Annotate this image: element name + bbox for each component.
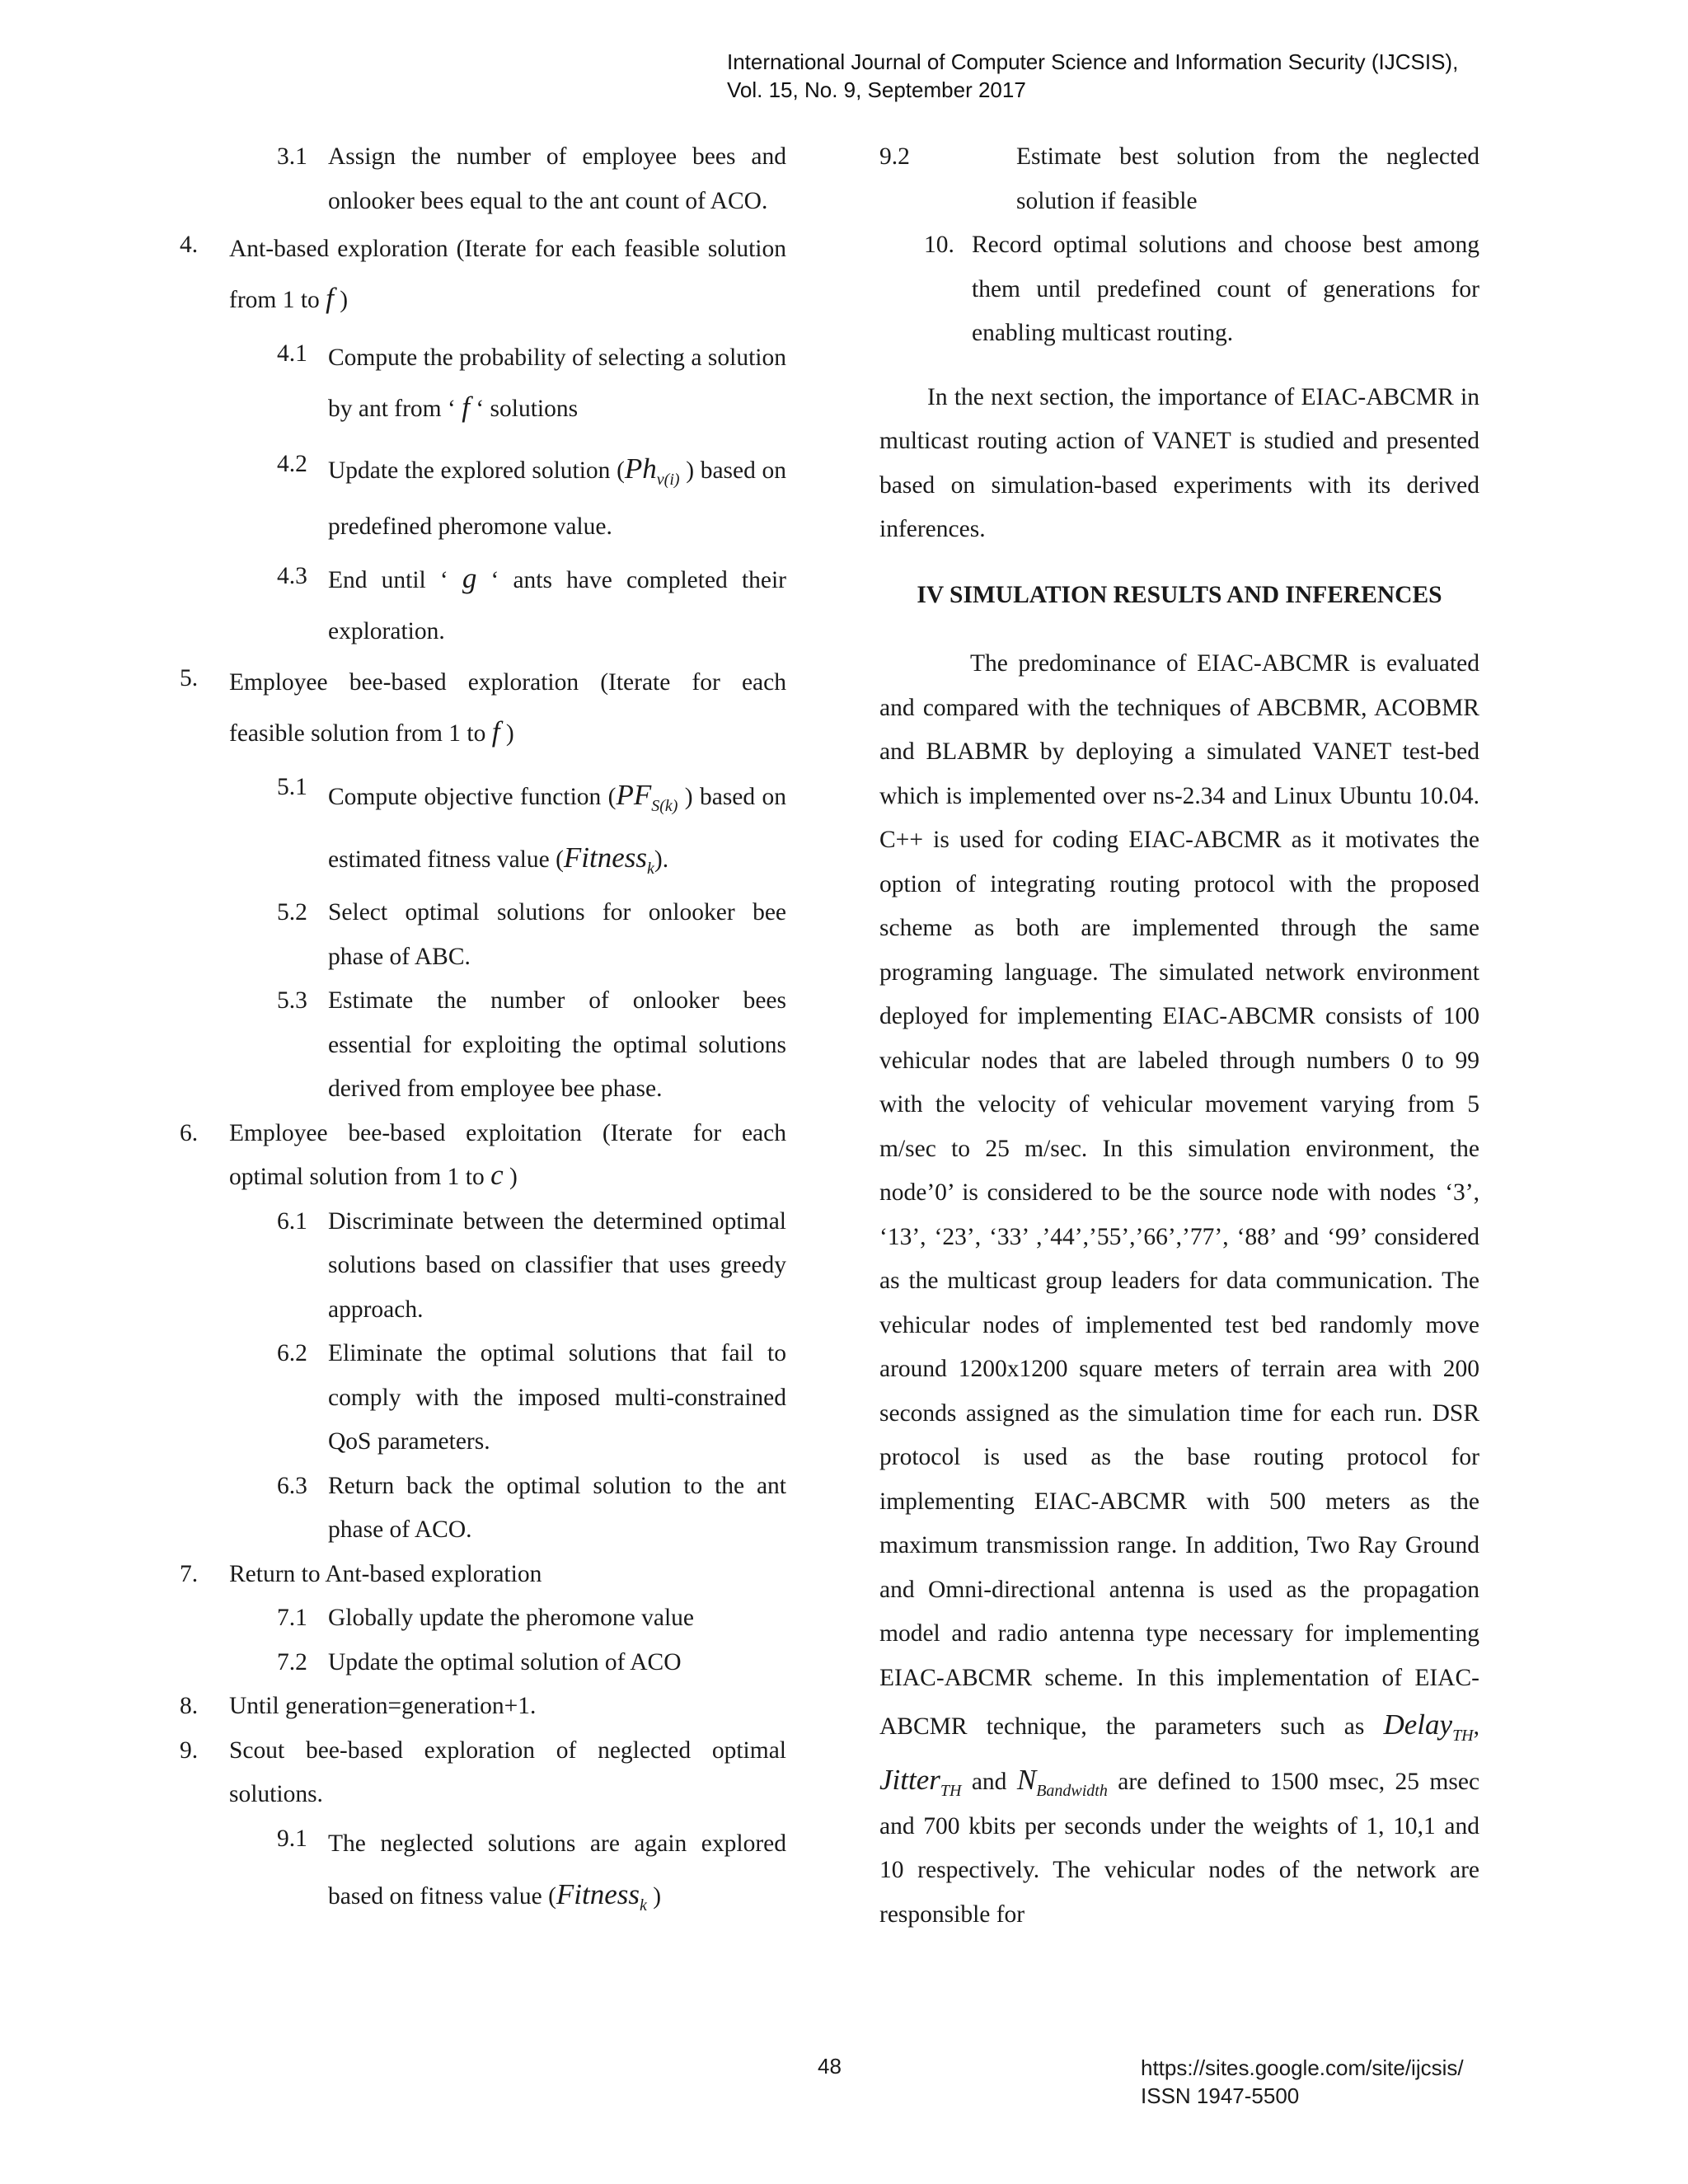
step-7 (180, 1553, 786, 1597)
journal-volume: Vol. 15, No. 9, September 2017 (727, 77, 1026, 102)
step-9-1 (229, 1817, 786, 1923)
step-number: 7. (180, 1560, 199, 1587)
step-5 (180, 657, 786, 759)
step-5-2 (229, 891, 786, 979)
step-number: 10. (924, 232, 954, 258)
step-text: Eliminate the optimal solutions that fail to comply with the imposed multi-constrained QoS parameters. (328, 1340, 786, 1455)
page-number: 48 (818, 2054, 842, 2079)
paragraph-intro: In the next section, the importance of EIAC-ABCMR in multicast routing action of VANET is studied and presented based on simulation-based experiments with its derived inferences. (879, 383, 1479, 542)
step-number: 5. (180, 665, 199, 691)
step-number: 6.2 (277, 1340, 307, 1366)
math-variable: f (462, 391, 470, 423)
step-text: Update the explored solution ($Ph_{v(i)}$ ) based on predefined pheromone value. (328, 452, 786, 540)
step-9 (180, 1729, 786, 1817)
step-text: Ant-based exploration (Iterate for each feasible solution from 1 to f ) (229, 236, 786, 314)
step-6-1 (229, 1200, 786, 1333)
step-number: 7.1 (277, 1605, 307, 1631)
math-symbol: Fitness$_k$ (563, 841, 654, 878)
step-text: Estimate best solution from the neglected solution if feasible (1016, 143, 1479, 214)
step-6 (180, 1112, 786, 1200)
step-text: Employee bee-based exploitation (Iterate for each optimal solution from 1 to c ) (229, 1119, 786, 1191)
math-variable: c (490, 1159, 504, 1191)
step-text: Assign the number of employee bees and onlooker bees equal to the ant count of ACO. (328, 143, 786, 214)
step-number: 9.2 (879, 143, 910, 170)
step-number: 8. (180, 1693, 199, 1719)
step-text: End until ‘ g ‘ ants have completed their exploration. (328, 562, 787, 644)
step-number: 9. (180, 1736, 199, 1764)
step-text: Employee bee-based exploration (Iterate for each feasible solution from 1 to f ) (229, 669, 786, 748)
step-10 (879, 223, 1479, 356)
math-variable: f (491, 715, 500, 748)
step-number: 9.1 (277, 1825, 307, 1852)
math-symbol: Jitter$_{TH}$ (879, 1764, 962, 1800)
step-text: Record optimal solutions and choose best among them until predefined count of generations for enabling multicast routing. (972, 232, 1479, 346)
step-6-3 (229, 1465, 786, 1553)
step-text: Scout bee-based exploration of neglected optimal solutions. (229, 1736, 786, 1807)
step-number: 6.1 (277, 1207, 307, 1235)
step-number: 5.1 (277, 774, 307, 800)
step-4-2 (229, 443, 786, 555)
math-symbol: $Ph_{v(i)}$ (624, 452, 680, 489)
journal-title: International Journal of Computer Science and Information Security (IJCSIS), (727, 49, 1459, 74)
step-number: 4.3 (277, 563, 307, 589)
math-symbol: $PF_{S(k)}$ (616, 779, 678, 815)
math-symbol: Delay$_{TH}$ (1383, 1708, 1474, 1745)
step-number: 5.3 (277, 987, 307, 1014)
step-5-1 (229, 766, 786, 891)
step-number: 7.2 (277, 1648, 307, 1675)
step-text: Return to Ant-based exploration (229, 1560, 542, 1587)
step-text: Select optimal solutions for onlooker bee phase of ABC. (328, 899, 786, 970)
step-number: 3.1 (277, 143, 307, 170)
step-4 (180, 223, 786, 326)
step-text: Estimate the number of onlooker bees essential for exploiting the optimal solutions derived from employee bee phase. (328, 987, 786, 1102)
step-5-3 (229, 979, 786, 1112)
journal-header (727, 48, 1551, 104)
paragraph-simulation: The predominance of EIAC-ABCMR is evaluated and compared with the techniques of ABCBMR, ACOBMR and BLABMR by deploying a simulated VANET test-bed which is implemented over ns-2.34 and Linux Ubuntu 10.04. C++ is used for coding EIAC-ABCMR as it motivates the option of integrating routing protocol with the proposed scheme as both are implemented through the same programing language. The simulated network environment deployed for implementing EIAC-ABCMR consists of 100 vehicular nodes that are labeled through numbers 0 to 99 with the velocity of vehicular movement varying from 5 m/sec to 25 m/sec. In this simulation environment, the node’0’ is considered to be the source node with nodes ‘3’, ‘13’, ‘23’, ‘33’ ,’44’,’55’,’66’,’77’, ‘88’ and ‘99’ considered as the multicast group leaders for data communication. The vehicular nodes of implemented test bed randomly move around 1200x1200 square meters of terrain area with 200 seconds assigned as the simulation time for each run. DSR protocol is used as the base routing protocol for implementing EIAC-ABCMR with 500 meters as the maximum transmission range. In addition, Two Ray Ground and Omni-directional antenna is used as the propagation model and radio antenna type necessary for implementing EIAC-ABCMR scheme. In this implementation of EIAC-ABCMR technique, the parameters such as Delay$_{TH}$, Jitter$_{TH}$ and $N_{Bandwidth}$ are defined to 1500 msec, 25 msec and 700 kbits per seconds under the weights of 1, 10,1 and 10 respectively. The vehicular nodes of the network are responsible for (879, 650, 1480, 1928)
math-variable: f (326, 282, 334, 314)
step-9-2 (879, 135, 1479, 223)
math-symbol: Fitness$_k$ (556, 1877, 647, 1915)
step-6-2 (229, 1332, 786, 1465)
math-symbol: $N_{Bandwidth}$ (1016, 1764, 1108, 1800)
journal-url[interactable]: https://sites.google.com/site/ijcsis/ (1141, 2055, 1464, 2080)
right-column (879, 135, 1479, 1937)
footer-info (1141, 2054, 1464, 2110)
step-text: Until generation=generation+1. (229, 1693, 537, 1719)
step-3-1 (229, 135, 786, 223)
step-number: 6. (180, 1119, 199, 1146)
step-text: Return back the optimal solution to the ant phase of ACO. (328, 1472, 786, 1543)
step-7-1 (229, 1596, 786, 1641)
step-number: 4.2 (277, 451, 307, 477)
step-number: 4.1 (277, 340, 307, 367)
step-7-2 (229, 1641, 786, 1685)
step-text: Globally update the pheromone value (328, 1605, 694, 1631)
step-4-1 (229, 332, 786, 434)
issn: ISSN 1947-5500 (1141, 2083, 1300, 2108)
step-text: Compute the probability of selecting a solution by ant from ‘ f ‘ solutions (328, 344, 786, 423)
step-text: Discriminate between the determined optimal solutions based on classifier that uses greedy approach. (328, 1207, 786, 1323)
step-text: Update the optimal solution of ACO (328, 1648, 682, 1675)
math-variable: g (462, 562, 477, 594)
step-number: 6.3 (277, 1472, 307, 1499)
step-number: 5.2 (277, 899, 307, 926)
section-heading: IV SIMULATION RESULTS AND INFERENCES (917, 581, 1442, 608)
step-4-3 (229, 555, 786, 657)
step-text: The neglected solutions are again explored based on fitness value (Fitness$_k$ ) (328, 1830, 786, 1915)
step-number: 4. (180, 232, 199, 258)
step-text: Compute objective function ($PF_{S(k)}$ ) based on estimated fitness value (Fitness$_k$). (328, 779, 786, 878)
left-column (180, 135, 787, 1923)
step-8 (180, 1685, 786, 1729)
